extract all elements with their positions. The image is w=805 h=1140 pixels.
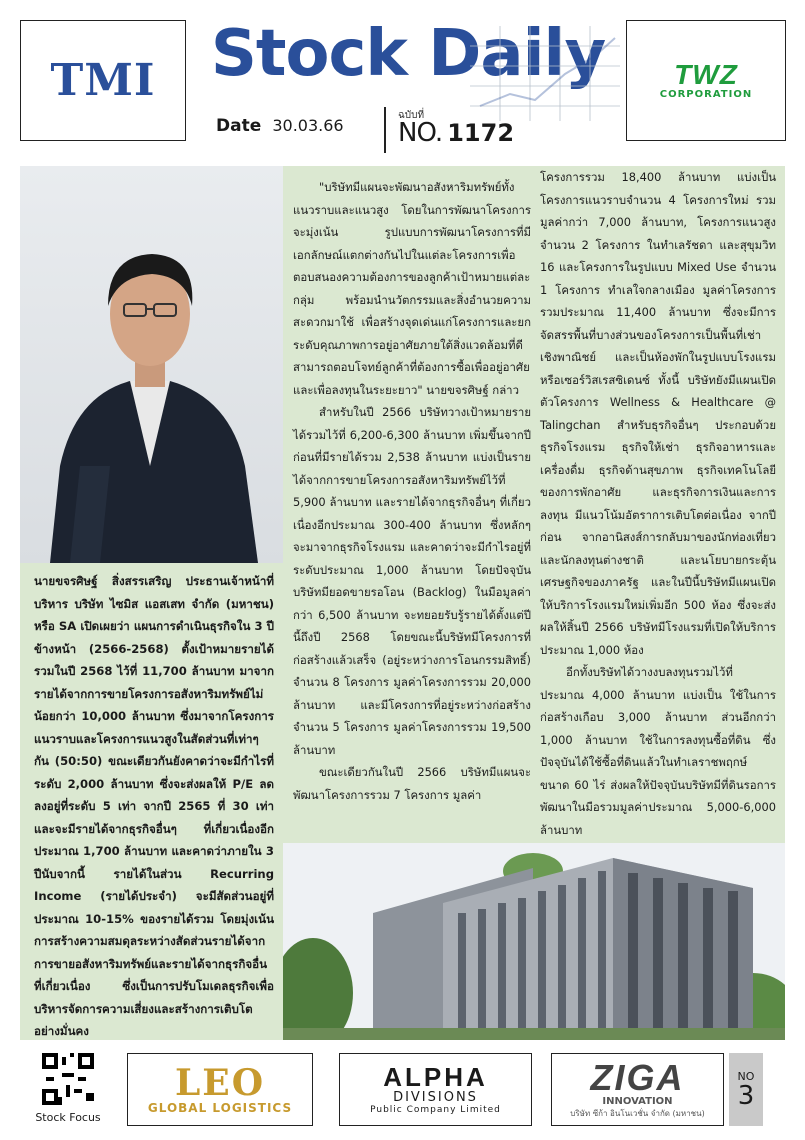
ziga-logo-sub: INNOVATION: [602, 1095, 673, 1107]
ziga-logo-sub2: บริษัท ซีก้า อินโนเวชั่น จำกัด (มหาชน): [570, 1108, 705, 1118]
leo-logo: LEO: [174, 1061, 266, 1104]
project-building-image: [283, 843, 785, 1040]
alpha-logo-sub2: Public Company Limited: [370, 1105, 501, 1115]
qr-label: Stock Focus: [35, 1111, 101, 1124]
alpha-logo-sub: DIVISIONS: [393, 1090, 478, 1105]
date-block: [216, 116, 386, 144]
qr-block[interactable]: [28, 1053, 108, 1133]
masthead-divider: [384, 107, 386, 153]
ziga-logo: ZIGA: [590, 1056, 685, 1098]
col2-paragraph-2: สำหรับในปี 2566 บริษัทวางเป้าหมายรายได้รวมไว้ที่ 6,200-6,300 ล้านบาท เพิ่มขึ้นจากปีก่อนที่มีรายได้รวม 2,538 ล้านบาท แบ่งเป็นรายได้จากการขายโครงการอสังหาริมทรัพย์ไว้ที่ 5,900 ล้านบาท และรายได้จากธุรกิจอื่นๆ ที่เกี่ยวเนื่องอีกประมาณ 300-400 ล้านบาท ซึ่งหลักๆ จะมาจากธุรกิจโรงแรม และคาดว่าจะมีกำไรอยู่ที่ระดับประมาณ 1,000 ล้านบาท โดยปัจจุบันบริษัทมียอดขายรอโอน (Backlog) ในมือมูลค่ากว่า 6,500 ล้านบาท จะทยอยรับรู้รายได้ตั้งแต่ปีนี้ถึงปี 2568 โดยขณะนี้บริษัทมีโครงการที่ก่อสร้างแล้วเสร็จ (อยู่ระหว่างการโอนกรรมสิทธิ์) จำนวน 8 โครงการ มูลค่าโครงการรวม 20,000 ล้านบาท และมีโครงการที่อยู่ระหว่างก่อสร้างจำนวน 5 โครงการ มูลค่าโครงการรวม 19,500 ล้านบาท: [293, 405, 531, 757]
twz-logo-sub: CORPORATION: [659, 89, 753, 100]
twz-logo-box: [626, 20, 786, 141]
building-illustration-icon: [283, 843, 785, 1040]
tmi-logo: TMI: [50, 55, 156, 106]
issue-prefix: ฉบับที่: [398, 110, 425, 121]
article-column-3: [540, 166, 776, 841]
col3-paragraph-1: โครงการรวม 18,400 ล้านบาท แบ่งเป็นโครงการแนวราบจำนวน 4 โครงการใหม่ รวมมูลค่ากว่า 7,000 ล้านบาท, โครงการแนวสูง จำนวน 2 โครงการ ในทำเลรัชดา และสุขุมวิท 16 และโครงการในรูปแบบ Mixed Use จำนวน 1 โครงการ ทำเลใจกลางเมือง มูลค่าโครงการรวมประมาณ 11,400 ล้านบาท ซึ่งจะมีการจัดสรรพื้นที่บางส่วนของโครงการเป็นพื้นที่เช่าเชิงพาณิชย์ และเป็นห้องพักในรูปแบบโรงแรมหรือเซอร์วิสเรสซิเดนซ์ ทั้งนี้ บริษัทยังมีแผนเปิดตัวโครงการ Wellness & Healthcare @ Talingchan สำหรับธุรกิจอื่นๆ ประกอบด้วยธุรกิจโรงแรม ธุรกิจให้เช่า ธุรกิจอาหารและเครื่องดื่ม ธุรกิจด้านสุขภาพ ธุรกิจเทคโนโลยีของการพักอาศัย และธุรกิจการเงินและการลงทุน มีแนวโน้มอัตราการเติบโตต่อเนื่อง จากปีก่อน จากอานิสงส์การกลับมาของนักท่องเที่ยวและนักลงทุนต่างชาติ และนโยบายกระตุ้นเศรษฐกิจของภาครัฐ และในปีนี้บริษัทมีแผนเปิดให้บริการโรงแรมใหม่เพิ่มอีก 500 ห้อง ซึ่งจะส่งผลให้สิ้นปี 2566 บริษัทมีโรงแรมที่เปิดให้บริการประมาณ 1,000 ห้อง: [540, 170, 776, 657]
ziga-logo-box: [551, 1053, 724, 1126]
date-label: Date: [216, 116, 262, 136]
issue-block: [398, 118, 598, 152]
page-label: NO: [737, 1070, 755, 1083]
qr-code-icon[interactable]: [42, 1053, 94, 1105]
issue-no-label: NO.: [398, 118, 443, 148]
issue-number: 1172: [447, 119, 515, 147]
date-value: 30.03.66: [272, 116, 344, 135]
alpha-logo: ALPHA: [383, 1062, 488, 1092]
twz-logo: TWZ: [674, 59, 738, 90]
alpha-logo-box: [339, 1053, 532, 1126]
executive-portrait-icon: [20, 166, 283, 563]
chart-decoration-icon: [470, 26, 620, 121]
executive-photo: [20, 166, 283, 563]
leo-logo-box: [127, 1053, 313, 1126]
tmi-logo-box: [20, 20, 186, 141]
page-number-box: [729, 1053, 763, 1126]
leo-logo-sub: GLOBAL LOGISTICS: [147, 1100, 293, 1115]
article-lead: นายขจรศิษฐ์ สิ่งสรรเสริญ ประธานเจ้าหน้าที่บริหาร บริษัท ไซมิส แอสเสท จำกัด (มหาชน) หรือ SA เปิดเผยว่า แผนการดำเนินธุรกิจใน 3 ปีข้างหน้า (2566-2568) ตั้งเป้าหมายรายได้รวมในปี 2568 ไว้ที่ 11,700 ล้านบาท มาจากรายได้จากการขายโครงการอสังหาริมทรัพย์ไม่น้อยกว่า 10,000 ล้านบาท ซึ่งมาจากโครงการแนวราบและโครงการแนวสูงในสัดส่วนที่เท่าๆ กัน (50:50) ขณะเดียวกันยังคาดว่าจะมีกำไรที่ระดับ 2,000 ล้านบาท ซึ่งจะส่งผลให้ P/E ลดลงอยู่ที่ระดับ 5 เท่า จากปี 2565 ที่ 30 เท่า และจะมีรายได้จากธุรกิจอื่นๆ ที่เกี่ยวเนื่องอีกประมาณ 1,700 ล้านบาท และคาดว่าภายใน 3 ปีนับจากนี้ รายได้ในส่วน Recurring Income (รายได้ประจำ) จะมีสัดส่วนอยู่ที่ประมาณ 10-15% ของรายได้รวม โดยมุ่งเน้นการสร้างความสมดุลระหว่างสัดส่วนรายได้จากการขายอสังหาริมทรัพย์และรายได้จากธุรกิจอื่นที่เกี่ยวเนื่อง ซึ่งเป็นการปรับโมเดลธุรกิจเพื่อบริหารจัดการความเสี่ยงและสร้างการเติบโตอย่างมั่นคง: [34, 574, 274, 1038]
col3-paragraph-2: อีกทั้งบริษัทได้วางงบลงทุนรวมไว้ที่ประมาณ 4,000 ล้านบาท แบ่งเป็น ใช้ในการก่อสร้างเกือบ 3,000 ล้านบาท ส่วนอีกกว่า 1,000 ล้านบาท ใช้ในการลงทุนซื้อที่ดิน ซึ่งปัจจุบันได้ใช้ซื้อที่ดินแล้วในทำเลราชพฤกษ์ ขนาด 60 ไร่ ส่งผลให้ปัจจุบันบริษัทมีที่ดินรอการพัฒนาในมือรวมมูลค่าประมาณ 5,000-6,000 ล้านบาท: [540, 665, 776, 837]
article-column-2: [293, 176, 531, 841]
col2-paragraph-1: "บริษัทมีแผนจะพัฒนาอสังหาริมทรัพย์ทั้งแนวราบและแนวสูง โดยในการพัฒนาโครงการจะมุ่งเน้น รูปแบบการพัฒนาโครงการที่มีเอกลักษณ์แตกต่างกันไปในแต่ละโครงการเพื่อตอบสนองความต้องการของลูกค้าเป้าหมายแต่ละกลุ่ม พร้อมนำนวัตกรรมและสิ่งอำนวยความสะดวกมาใช้ เพื่อสร้างจุดเด่นแก่โครงการและยกระดับคุณภาพการอยู่อาศัยภายใต้สิ่งแวดล้อมที่ดี สามารถตอบโจทย์ลูกค้าที่ต้องการซื้อเพื่ออยู่อาศัย และเพื่อลงทุนในระยะยาว" นายขจรศิษฐ์ กล่าว: [293, 180, 531, 397]
col2-paragraph-3: ขณะเดียวกันในปี 2566 บริษัทมีแผนจะพัฒนาโครงการรวม 7 โครงการ มูลค่า: [293, 765, 531, 802]
publication-title: Stock Daily: [210, 17, 606, 91]
page-number: 3: [737, 1081, 755, 1111]
